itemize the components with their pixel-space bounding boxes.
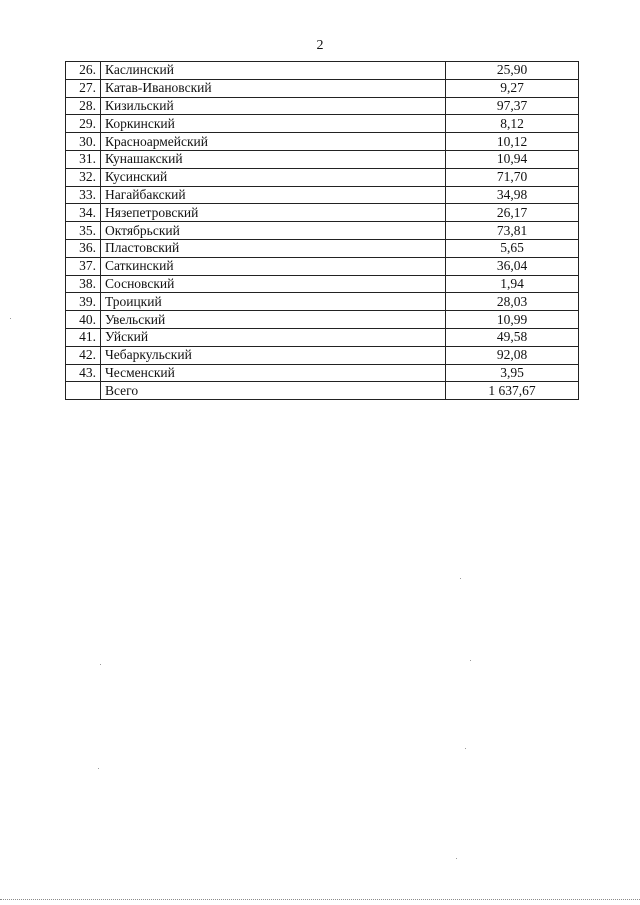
table-row	[66, 364, 579, 382]
row-number: 38.	[66, 275, 101, 293]
district-name: Пластовский	[101, 239, 446, 257]
table-body	[66, 62, 579, 400]
district-name: Увельский	[101, 311, 446, 329]
district-name: Кусинский	[101, 168, 446, 186]
table-row	[66, 97, 579, 115]
table-row	[66, 150, 579, 168]
district-name: Катав-Ивановский	[101, 79, 446, 97]
table-row	[66, 115, 579, 133]
total-label: Всего	[101, 382, 446, 400]
row-number: 30.	[66, 133, 101, 151]
district-name: Коркинский	[101, 115, 446, 133]
district-name: Чебаркульский	[101, 346, 446, 364]
scan-speck	[100, 664, 101, 665]
row-number: 39.	[66, 293, 101, 311]
district-name: Кизильский	[101, 97, 446, 115]
table-row	[66, 79, 579, 97]
district-value: 10,99	[446, 311, 579, 329]
district-value: 49,58	[446, 328, 579, 346]
scan-speck	[465, 748, 466, 749]
table-row	[66, 186, 579, 204]
total-row	[66, 382, 579, 400]
row-number: 27.	[66, 79, 101, 97]
district-name: Уйский	[101, 328, 446, 346]
row-number: 33.	[66, 186, 101, 204]
row-number: 28.	[66, 97, 101, 115]
district-value: 1,94	[446, 275, 579, 293]
district-value: 97,37	[446, 97, 579, 115]
row-number: 43.	[66, 364, 101, 382]
total-row-number	[66, 382, 101, 400]
row-number: 29.	[66, 115, 101, 133]
scan-speck	[456, 858, 457, 859]
district-name: Саткинский	[101, 257, 446, 275]
page-number: 2	[316, 38, 324, 53]
district-value: 34,98	[446, 186, 579, 204]
district-value: 3,95	[446, 364, 579, 382]
row-number: 31.	[66, 150, 101, 168]
row-number: 35.	[66, 222, 101, 240]
district-name: Кунашакский	[101, 150, 446, 168]
scan-speck	[470, 660, 471, 661]
district-value: 73,81	[446, 222, 579, 240]
row-number: 34.	[66, 204, 101, 222]
row-number: 32.	[66, 168, 101, 186]
row-number: 36.	[66, 239, 101, 257]
district-name: Чесменский	[101, 364, 446, 382]
district-name: Каслинский	[101, 62, 446, 80]
table-row	[66, 328, 579, 346]
table-row	[66, 222, 579, 240]
total-value: 1 637,67	[446, 382, 579, 400]
row-number: 40.	[66, 311, 101, 329]
district-value: 8,12	[446, 115, 579, 133]
scan-speck	[98, 768, 99, 769]
district-value: 26,17	[446, 204, 579, 222]
district-name: Сосновский	[101, 275, 446, 293]
scan-speck	[10, 318, 11, 319]
table-row	[66, 257, 579, 275]
table-row	[66, 62, 579, 80]
district-name: Нязепетровский	[101, 204, 446, 222]
district-values-table	[65, 61, 579, 400]
district-name: Красноармейский	[101, 133, 446, 151]
district-name: Нагайбакский	[101, 186, 446, 204]
table-row	[66, 168, 579, 186]
district-value: 10,94	[446, 150, 579, 168]
district-value: 71,70	[446, 168, 579, 186]
district-value: 28,03	[446, 293, 579, 311]
scan-speck	[460, 578, 461, 579]
district-value: 9,27	[446, 79, 579, 97]
row-number: 42.	[66, 346, 101, 364]
table-row	[66, 311, 579, 329]
row-number: 37.	[66, 257, 101, 275]
district-value: 36,04	[446, 257, 579, 275]
table-row	[66, 346, 579, 364]
district-value: 25,90	[446, 62, 579, 80]
district-name: Октябрьский	[101, 222, 446, 240]
table-row	[66, 204, 579, 222]
table-row	[66, 239, 579, 257]
row-number: 26.	[66, 62, 101, 80]
table-row	[66, 275, 579, 293]
table-row	[66, 133, 579, 151]
district-value: 92,08	[446, 346, 579, 364]
district-value: 5,65	[446, 239, 579, 257]
district-name: Троицкий	[101, 293, 446, 311]
table-row	[66, 293, 579, 311]
row-number: 41.	[66, 328, 101, 346]
district-value: 10,12	[446, 133, 579, 151]
scan-edge-line	[0, 899, 640, 900]
